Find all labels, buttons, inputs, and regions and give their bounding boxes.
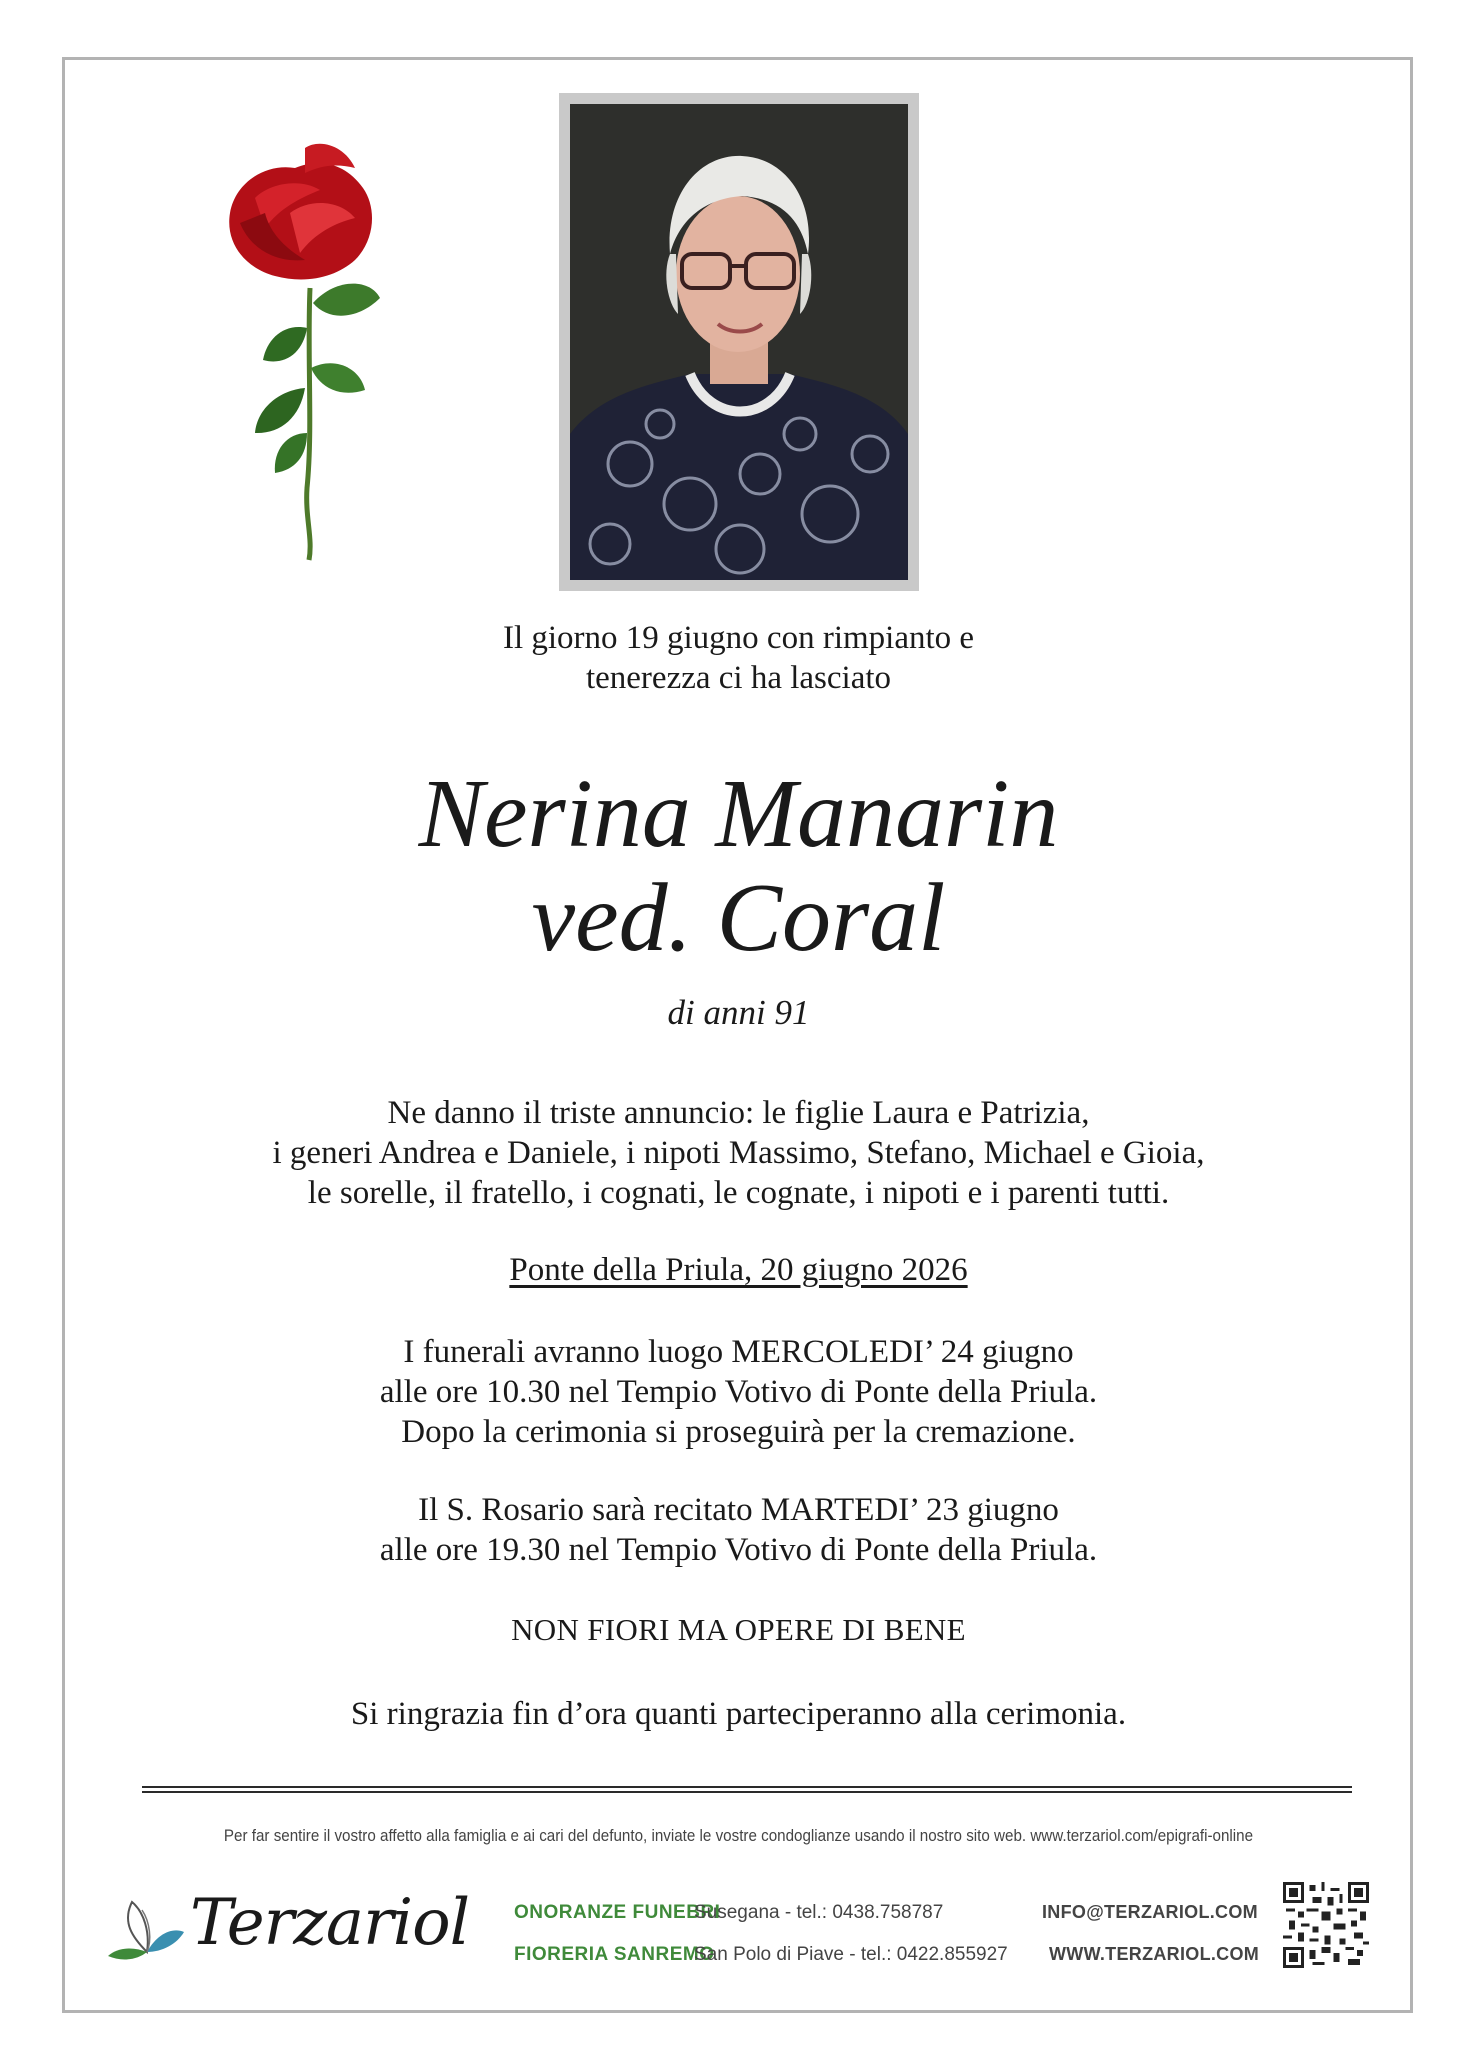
contact-susegana: Susegana - tel.: 0438.758787 [694,1902,944,1923]
funeral-line: I funerali avranno luogo MERCOLEDI’ 24 giugno [403,1334,1074,1370]
announce-line: i generi Andrea e Daniele, i nipoti Massimo, Stefano, Michael e Gioia, [272,1135,1205,1171]
announce-line: Ne danno il triste annuncio: le figlie Laura e Patrizia, [387,1095,1090,1131]
age-text: di anni 91 [667,993,810,1032]
funeral-line: alle ore 10.30 nel Tempio Votivo di Ponte della Priula. [379,1374,1098,1410]
no-flowers-note: NON FIORI MA OPERE DI BENE [511,1612,966,1647]
rosary-line: alle ore 19.30 nel Tempio Votivo di Ponte della Priula. [379,1532,1098,1568]
contact-san-polo: San Polo di Piave - tel.: 0422.855927 [694,1944,1008,1965]
butterfly-logo-icon [102,1882,192,1972]
rosary-line: Il S. Rosario sarà recitato MARTEDI’ 23 giugno [418,1492,1059,1528]
email-link[interactable]: INFO@TERZARIOL.COM [1042,1902,1258,1922]
intro-line: Il giorno 19 giugno con rimpianto e [502,620,975,656]
deceased-name [0,762,1477,970]
announcement [0,1093,1477,1213]
portrait-frame [559,93,919,591]
website-link[interactable]: WWW.TERZARIOL.COM [1049,1944,1260,1964]
service-funeral: ONORANZE FUNEBRI [514,1902,721,1923]
place-date-text: Ponte della Priula, 20 giugno 2026 [509,1252,968,1288]
divider [142,1791,1352,1793]
intro-text [0,618,1477,698]
announce-line: le sorelle, il fratello, i cognati, le cognate, i nipoti e i parenti tutti. [307,1175,1170,1211]
condolence-note: Per far sentire il vostro affetto alla famiglia e ai cari del defunto, inviate le vostre condoglianze usando il nostro sito web. www.terzariol.com/epigrafi-online [223,1827,1254,1845]
name-line: ved. Coral [531,864,946,972]
brand-logo-text: Terzariol [190,1886,470,1960]
place-date [0,1252,1477,1289]
rosary-info [0,1490,1477,1570]
funeral-info [0,1332,1477,1452]
service-florist: FIORERIA SANREMO [514,1944,715,1965]
red-rose-icon [195,128,405,568]
funeral-line: Dopo la cerimonia si proseguirà per la cremazione. [401,1414,1076,1450]
qr-code-icon[interactable] [1283,1882,1369,1968]
intro-line: tenerezza ci ha lasciato [585,660,892,696]
divider [142,1786,1352,1788]
portrait-photo [570,104,908,580]
footer [100,1876,1380,1976]
thanks-note: Si ringrazia fin d’ora quanti parteciperanno alla cerimonia. [350,1696,1127,1732]
name-line: Nerina Manarin [418,760,1059,868]
